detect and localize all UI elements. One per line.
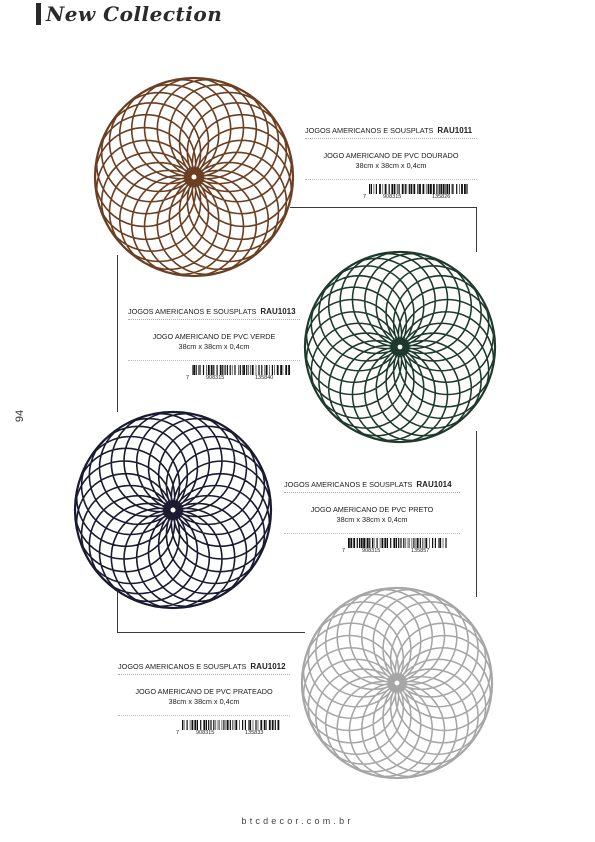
barcode: [305, 184, 477, 200]
barcode: [128, 365, 300, 381]
placemat-image-black: [73, 410, 273, 610]
divider: [305, 179, 477, 180]
product-category: JOGOS AMERICANOS E SOUSPLATS: [118, 662, 247, 671]
divider: [284, 533, 460, 534]
barcode-lead-digit: 7: [176, 730, 180, 736]
product-size: 38cm x 38cm x 0,4cm: [336, 515, 408, 524]
divider: [118, 715, 290, 716]
product-category: JOGOS AMERICANOS E SOUSPLATS: [284, 480, 413, 489]
product-size: 38cm x 38cm x 0,4cm: [168, 697, 240, 706]
product-heading: [284, 480, 460, 493]
barcode-number-left: 908315: [383, 194, 402, 200]
page-title: New Collection: [46, 2, 223, 26]
product-size: 38cm x 38cm x 0,4cm: [178, 342, 250, 351]
connector-line: [117, 255, 118, 412]
barcode-number-left: 908315: [362, 548, 381, 554]
product-description: [118, 687, 290, 707]
divider: [128, 360, 300, 361]
footer-website: btcdecor.com.br: [241, 816, 354, 826]
product-name: JOGO AMERICANO DE PVC DOURADO: [323, 151, 459, 160]
placemat-image-silver: [300, 586, 494, 780]
product-info-rau1012: [118, 662, 290, 736]
barcode-number-left: 908315: [196, 730, 215, 736]
product-code: RAU1012: [250, 662, 286, 671]
product-category: JOGOS AMERICANOS E SOUSPLATS: [305, 126, 434, 135]
placemat-image-green: [303, 250, 497, 444]
connector-line: [290, 207, 477, 208]
page-number: 94: [14, 409, 26, 423]
barcode-number-right: 135840: [255, 375, 274, 381]
barcode: [284, 538, 460, 554]
barcode-bars: [182, 720, 282, 730]
product-info-rau1013: [128, 307, 300, 381]
barcode: [118, 720, 290, 736]
barcode-lead-digit: 7: [363, 194, 367, 200]
barcode-number-left: 908315: [206, 375, 225, 381]
product-code: RAU1014: [416, 480, 452, 489]
product-name: JOGO AMERICANO DE PVC PRATEADO: [135, 687, 273, 696]
product-info-rau1014: [284, 480, 460, 554]
product-category: JOGOS AMERICANOS E SOUSPLATS: [128, 307, 257, 316]
barcode-bars: [348, 538, 448, 548]
connector-line: [476, 431, 477, 597]
product-name: JOGO AMERICANO DE PVC PRETO: [310, 505, 434, 514]
placemat-image-gold: [93, 76, 295, 278]
barcode-bars: [192, 365, 292, 375]
title-accent-bar: [36, 3, 41, 25]
barcode-number-right: 135857: [411, 548, 430, 554]
product-heading: [118, 662, 290, 675]
product-heading: [128, 307, 300, 320]
barcode-lead-digit: 7: [342, 548, 346, 554]
barcode-bars: [369, 184, 469, 194]
product-heading: [305, 126, 477, 139]
barcode-number-right: 135833: [245, 730, 264, 736]
connector-line: [117, 632, 305, 633]
product-size: 38cm x 38cm x 0,4cm: [355, 161, 427, 170]
product-name: JOGO AMERICANO DE PVC VERDE: [152, 332, 276, 341]
connector-line: [476, 207, 477, 252]
barcode-number-right: 135826: [432, 194, 451, 200]
product-code: RAU1013: [260, 307, 296, 316]
product-description: [128, 332, 300, 352]
product-description: [284, 505, 460, 525]
product-description: [305, 151, 477, 171]
product-info-rau1011: [305, 126, 477, 200]
barcode-lead-digit: 7: [186, 375, 190, 381]
product-code: RAU1011: [437, 126, 473, 135]
